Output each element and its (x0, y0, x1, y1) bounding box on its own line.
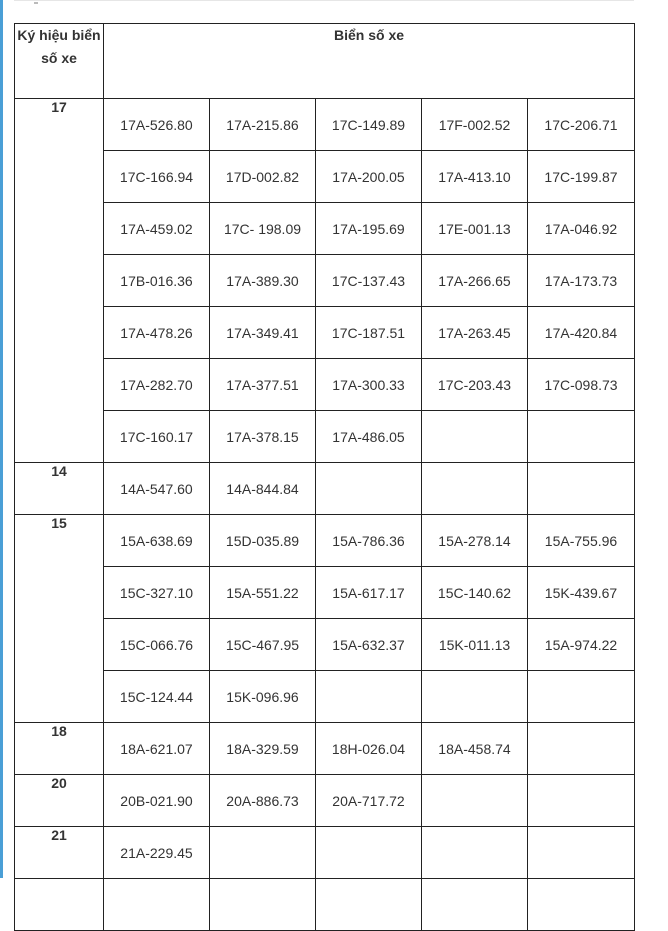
table-row (15, 99, 635, 151)
plate-number-cell: 15A-755.96 (528, 515, 635, 567)
table-row (15, 619, 635, 671)
plate-number-cell: 17C-160.17 (104, 411, 210, 463)
region-code-cell: 21 (15, 827, 104, 879)
plate-number-cell: 17C-137.43 (316, 255, 422, 307)
top-mark (34, 2, 38, 4)
plate-number-cell (528, 463, 635, 515)
region-code-cell: 15 (15, 515, 104, 723)
plate-number-cell: 17C-098.73 (528, 359, 635, 411)
plates-column-header: Biển số xe (104, 24, 635, 99)
plate-number-cell: 15A-617.17 (316, 567, 422, 619)
plate-number-cell: 14A-547.60 (104, 463, 210, 515)
plate-number-cell: 17A-413.10 (422, 151, 528, 203)
plate-number-cell: 15A-786.36 (316, 515, 422, 567)
plate-number-cell: 15D-035.89 (210, 515, 316, 567)
plate-number-cell: 17B-016.36 (104, 255, 210, 307)
plate-number-cell: 17F-002.52 (422, 99, 528, 151)
plate-number-cell: 17A-195.69 (316, 203, 422, 255)
plate-number-cell (528, 775, 635, 827)
plate-number-cell (528, 671, 635, 723)
plate-number-cell: 17A-300.33 (316, 359, 422, 411)
plate-number-cell: 17C- 198.09 (210, 203, 316, 255)
code-column-header: Ký hiệu biển số xe (15, 24, 104, 99)
plate-number-cell (210, 879, 316, 931)
plate-number-cell (422, 411, 528, 463)
top-divider (14, 0, 634, 1)
table-row (15, 515, 635, 567)
left-accent-bar (0, 0, 3, 878)
plate-number-cell: 20B-021.90 (104, 775, 210, 827)
plate-number-cell: 17A-282.70 (104, 359, 210, 411)
plate-number-cell: 17A-377.51 (210, 359, 316, 411)
table-row (15, 307, 635, 359)
plate-number-cell: 17C-149.89 (316, 99, 422, 151)
plate-number-cell (528, 411, 635, 463)
plate-number-cell: 17A-459.02 (104, 203, 210, 255)
plate-number-cell: 15A-632.37 (316, 619, 422, 671)
region-code-cell (15, 879, 104, 931)
plate-number-cell: 14A-844.84 (210, 463, 316, 515)
table-row (15, 775, 635, 827)
plate-number-cell (422, 775, 528, 827)
plate-number-cell: 17C-187.51 (316, 307, 422, 359)
plate-number-cell (316, 827, 422, 879)
plate-number-cell: 17A-526.80 (104, 99, 210, 151)
plate-number-cell (528, 723, 635, 775)
plate-number-cell: 17C-203.43 (422, 359, 528, 411)
plate-number-cell: 15K-011.13 (422, 619, 528, 671)
plate-number-cell: 21A-229.45 (104, 827, 210, 879)
plate-number-cell: 15A-551.22 (210, 567, 316, 619)
plate-number-cell: 17A-266.65 (422, 255, 528, 307)
plate-number-cell: 17A-046.92 (528, 203, 635, 255)
table-row (15, 411, 635, 463)
plate-number-cell: 17A-486.05 (316, 411, 422, 463)
plate-number-cell: 15A-278.14 (422, 515, 528, 567)
table-body (15, 99, 635, 931)
plate-number-cell: 15K-439.67 (528, 567, 635, 619)
plate-number-cell: 18A-458.74 (422, 723, 528, 775)
table-row (15, 827, 635, 879)
license-plate-table (14, 23, 635, 931)
plate-number-cell: 17A-420.84 (528, 307, 635, 359)
table-row (15, 463, 635, 515)
table-row (15, 203, 635, 255)
plate-number-cell: 17A-349.41 (210, 307, 316, 359)
region-code-cell: 14 (15, 463, 104, 515)
plate-number-cell: 15A-974.22 (528, 619, 635, 671)
plate-number-cell: 17C-166.94 (104, 151, 210, 203)
plate-number-cell (210, 827, 316, 879)
plate-number-cell: 17C-199.87 (528, 151, 635, 203)
table-row (15, 255, 635, 307)
plate-number-cell: 15C-467.95 (210, 619, 316, 671)
plate-number-cell: 20A-886.73 (210, 775, 316, 827)
plate-number-cell: 15C-327.10 (104, 567, 210, 619)
table-row (15, 151, 635, 203)
plate-number-cell: 15K-096.96 (210, 671, 316, 723)
plate-number-cell: 17A-200.05 (316, 151, 422, 203)
plate-number-cell (422, 671, 528, 723)
table-row (15, 567, 635, 619)
table-header-row (15, 24, 635, 99)
table-row (15, 723, 635, 775)
table-row (15, 879, 635, 931)
plate-number-cell: 15A-638.69 (104, 515, 210, 567)
plate-number-cell: 18A-329.59 (210, 723, 316, 775)
plate-number-cell: 15C-066.76 (104, 619, 210, 671)
plate-number-cell: 17A-263.45 (422, 307, 528, 359)
plate-number-cell (316, 463, 422, 515)
region-code-cell: 20 (15, 775, 104, 827)
region-code-cell: 18 (15, 723, 104, 775)
plate-number-cell: 18A-621.07 (104, 723, 210, 775)
plate-number-cell: 17D-002.82 (210, 151, 316, 203)
plate-number-cell: 15C-140.62 (422, 567, 528, 619)
plate-number-cell (316, 671, 422, 723)
plate-number-cell: 15C-124.44 (104, 671, 210, 723)
plate-number-cell: 18H-026.04 (316, 723, 422, 775)
plate-number-cell: 20A-717.72 (316, 775, 422, 827)
plate-number-cell (528, 879, 635, 931)
plate-number-cell: 17A-215.86 (210, 99, 316, 151)
plate-number-cell (422, 879, 528, 931)
plate-number-cell (104, 879, 210, 931)
plate-number-cell (422, 463, 528, 515)
plate-number-cell: 17A-389.30 (210, 255, 316, 307)
plate-number-cell (528, 827, 635, 879)
plate-number-cell (422, 827, 528, 879)
region-code-cell: 17 (15, 99, 104, 463)
plate-number-cell: 17A-173.73 (528, 255, 635, 307)
plate-number-cell: 17A-378.15 (210, 411, 316, 463)
plate-number-cell: 17A-478.26 (104, 307, 210, 359)
plate-number-cell (316, 879, 422, 931)
plate-number-cell: 17E-001.13 (422, 203, 528, 255)
table-row (15, 671, 635, 723)
table-row (15, 359, 635, 411)
plate-number-cell: 17C-206.71 (528, 99, 635, 151)
